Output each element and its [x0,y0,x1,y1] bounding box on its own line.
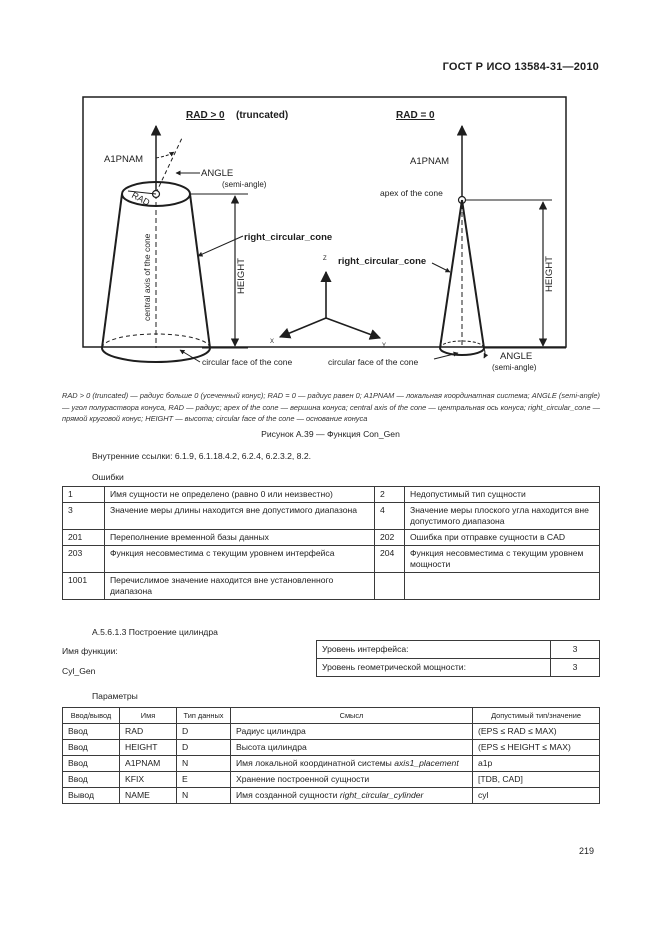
table-row [63,724,600,740]
semi-angle-right: (semi-angle) [492,363,537,372]
param-allowed: [TDB, CAD] [473,772,600,788]
geometry-level-value: 3 [551,659,600,677]
error-code: 3 [63,503,105,530]
header-meaning: Смысл [231,708,473,724]
param-type: N [177,788,231,804]
label-rad-eq0: RAD = 0 [396,110,435,121]
error-code: 2 [375,487,405,503]
error-code: 4 [375,503,405,530]
page-number: 219 [579,846,595,856]
error-desc: Перечислимое значение находится вне установленного диапазона [105,573,375,600]
figure-title: Рисунок А.39 — Функция Con_Gen [261,429,400,439]
angle-right: ANGLE [500,351,533,362]
error-code: 202 [375,530,405,546]
param-io: Вывод [63,788,120,804]
cone-figure [82,96,567,381]
table-header-row [63,708,600,724]
param-meaning: Хранение построенной сущности [231,772,473,788]
table-row [63,530,600,546]
a1pnam-left: A1PNAM [104,154,144,165]
rcc-left: right_circular_cone [244,232,333,243]
geometry-level-label: Уровень геометрической мощности: [317,659,551,677]
error-desc: Недопустимый тип сущности [405,487,600,503]
error-desc: Переполнение временной базы данных [105,530,375,546]
param-meaning-text: Имя локальной координатной системы [236,758,395,768]
axis-y: Y [382,343,387,349]
error-code: 203 [63,546,105,573]
header-allowed: Допустимый тип/значение [473,708,600,724]
a1pnam-right: A1PNAM [410,156,450,167]
error-desc: Ошибка при отправке сущности в CAD [405,530,600,546]
param-type: D [177,724,231,740]
error-desc: Функция несовместима с текущим уровнем интерфейса [105,546,375,573]
param-type: N [177,756,231,772]
param-io: Ввод [63,772,120,788]
axis-z: Z [323,256,327,262]
semi-angle-left: (semi-angle) [222,180,267,189]
subsection-title: А.5.6.1.3 Построение цилиндра [92,627,218,637]
error-desc: Имя сущности не определено (равно 0 или неизвестно) [105,487,375,503]
param-meaning [231,788,473,804]
axis-x-line [280,318,326,337]
error-code: 1001 [63,573,105,600]
param-allowed: (EPS ≤ HEIGHT ≤ MAX) [473,740,600,756]
cone-diagram [82,96,567,381]
table-row [63,487,600,503]
param-name: HEIGHT [120,740,177,756]
function-name-value: Cyl_Gen [62,666,96,676]
table-row [63,503,600,530]
param-meaning: Высота цилиндра [231,740,473,756]
figure-legend: RAD > 0 (truncated) — радиус больше 0 (усеченный конус); RAD = 0 — радиус равен 0; A1PNAM — локальная координатная система; ANGLE (semi-angle) — угол полураствора конуса, RAD — радиус; apex of the cone — вершина конуса; central axis of the cone — центральная ось конуса; right_circular_cone — прямой круговой конус; HEIGHT — высота; circular face of the cone — основание конуса [62,391,600,423]
error-code [375,573,405,600]
param-meaning: Радиус цилиндра [231,724,473,740]
param-meaning-italic: right_circular_cylinder [339,790,424,800]
rcc-leader-left [198,236,243,256]
cone-side-right-b [462,200,484,348]
cone-base-front-left [102,348,210,362]
param-name: NAME [120,788,177,804]
param-type: D [177,740,231,756]
param-name: RAD [120,724,177,740]
circ-face-right: circular face of the cone [328,357,419,367]
interface-level-label: Уровень интерфейса: [317,641,551,659]
param-allowed: a1p [473,756,600,772]
header-name: Имя [120,708,177,724]
axis-y-line [326,318,380,338]
circ-face-leader-right [434,353,458,359]
table-row [317,659,600,677]
param-io: Ввод [63,740,120,756]
params-title: Параметры [92,691,138,701]
error-desc: Значение меры плоского угла находится вне допустимого диапазона [405,503,600,530]
levels-table [316,640,600,677]
header-io: Ввод/вывод [63,708,120,724]
apex-label: apex of the cone [380,188,443,198]
table-row [63,573,600,600]
error-desc: Функция несовместима с текущим уровнем мощности [405,546,600,573]
param-meaning-text: Имя созданной сущности [236,790,340,800]
angle-left: ANGLE [201,168,234,179]
errors-table [62,486,600,600]
error-desc [405,573,600,600]
table-row [317,641,600,659]
angle-arc-left [156,152,174,158]
header-type: Тип данных [177,708,231,724]
cone-side-right-a [440,200,462,348]
errors-title: Ошибки [92,472,124,482]
param-name: KFIX [120,772,177,788]
table-row [63,740,600,756]
error-desc: Значение меры длины находится вне допустимого диапазона [105,503,375,530]
height-right: HEIGHT [544,256,555,292]
circ-face-left: circular face of the cone [202,357,293,367]
standard-header: ГОСТ Р ИСО 13584-31—2010 [442,61,599,73]
param-allowed: cyl [473,788,600,804]
param-meaning [231,756,473,772]
param-io: Ввод [63,724,120,740]
param-name: A1PNAM [120,756,177,772]
param-io: Ввод [63,756,120,772]
error-code: 201 [63,530,105,546]
rcc-leader-right [432,263,450,272]
cone-base-front-right [440,348,484,355]
angle-arc-right [484,348,485,358]
height-left: HEIGHT [236,258,247,294]
interface-level-value: 3 [551,641,600,659]
param-type: E [177,772,231,788]
table-row [63,772,600,788]
central-axis-label: central axis of the cone [142,233,152,321]
error-code: 204 [375,546,405,573]
function-name-label: Имя функции: [62,646,118,656]
table-row [63,788,600,804]
error-code: 1 [63,487,105,503]
label-rad-gt0: RAD > 0 [186,110,225,121]
rcc-right: right_circular_cone [338,256,427,267]
rad-label: RAD [130,189,152,208]
param-allowed: (EPS ≤ RAD ≤ MAX) [473,724,600,740]
params-table [62,707,600,804]
internal-references: Внутренние ссылки: 6.1.9, 6.1.18.4.2, 6.2.4, 6.2.3.2, 8.2. [92,451,312,461]
cone-side-left-a [102,194,122,348]
param-meaning-italic: axis1_placement [394,758,459,768]
table-row [63,756,600,772]
cone-side-left-b [190,194,210,348]
axis-x: X [270,339,275,345]
table-row [63,546,600,573]
label-truncated: (truncated) [236,110,289,121]
